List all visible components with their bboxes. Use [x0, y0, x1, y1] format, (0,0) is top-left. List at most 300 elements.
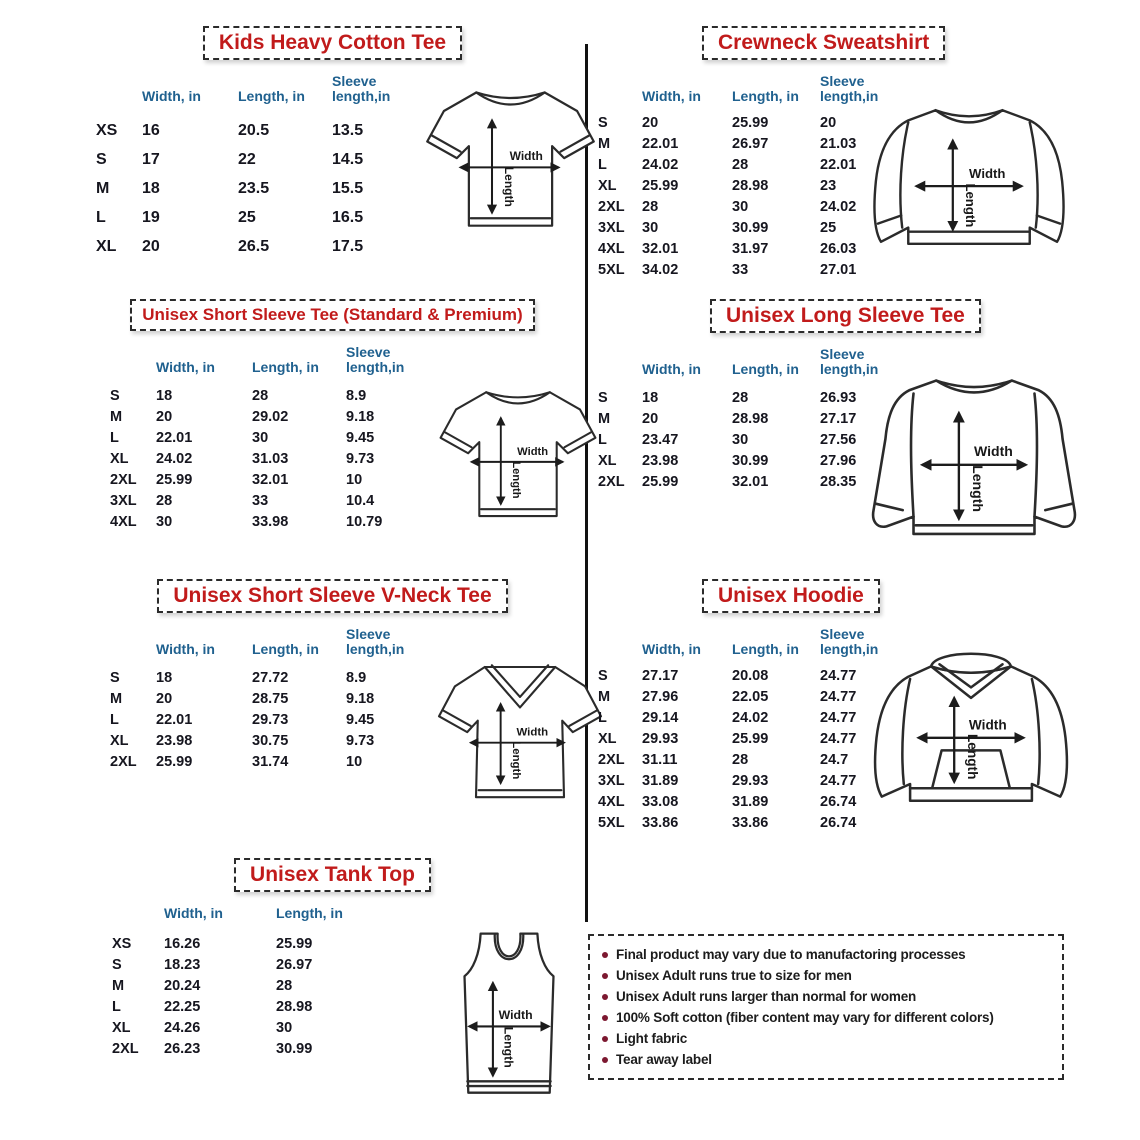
size-value: 31.97 [732, 240, 769, 257]
size-value: 23.47 [642, 431, 679, 448]
size-table [592, 613, 879, 833]
column-header: Sleeve length,in [820, 346, 879, 377]
table-row [598, 238, 866, 259]
tee-diagram [432, 373, 604, 537]
column-header: Length, in [238, 88, 305, 104]
size-label: 5XL [598, 261, 625, 278]
section-title: Unisex Tank Top [234, 858, 431, 892]
size-value: 30 [642, 219, 659, 236]
note-text: 100% Soft cotton (fiber content may vary for different colors) [616, 1010, 994, 1025]
size-label: S [110, 669, 120, 686]
table-body [598, 112, 866, 280]
notes-box [588, 934, 1064, 1080]
tee-diagram [418, 72, 603, 248]
size-value: 10 [346, 753, 363, 770]
size-value: 18 [142, 179, 160, 197]
table-row [110, 751, 432, 772]
size-label: XL [598, 730, 617, 747]
size-value: 28.35 [820, 473, 857, 490]
size-value: 32.01 [252, 471, 289, 488]
table-row [598, 154, 866, 175]
size-value: 33.08 [642, 793, 679, 810]
length-arrow-label: Length [501, 166, 516, 207]
size-value: 30.99 [732, 452, 769, 469]
size-label: S [598, 389, 608, 406]
size-value: 9.45 [346, 711, 375, 728]
size-value: 29.14 [642, 709, 679, 726]
size-value: 30 [276, 1019, 293, 1036]
size-value: 24.02 [642, 156, 679, 173]
note-text: Final product may vary due to manufactoring processes [616, 947, 966, 962]
size-value: 8.9 [346, 669, 367, 686]
section-title: Unisex Short Sleeve V-Neck Tee [157, 579, 507, 613]
bullet-icon [602, 1057, 608, 1063]
column-header: Width, in [156, 641, 215, 657]
size-label: L [598, 431, 607, 448]
size-value: 24.77 [820, 688, 857, 705]
table-row [96, 232, 418, 261]
section-standard-tee [80, 299, 585, 537]
table-row [110, 667, 432, 688]
size-label: XL [112, 1019, 131, 1036]
column-header: Length, in [732, 88, 799, 104]
size-value: 30 [156, 513, 173, 530]
table-row [598, 387, 866, 408]
table-row [112, 933, 412, 954]
column-header: Length, in [732, 641, 799, 657]
table-row [110, 448, 432, 469]
table-body [112, 933, 412, 1059]
size-label: 4XL [598, 793, 625, 810]
table-row [598, 707, 866, 728]
size-value: 28 [276, 977, 293, 994]
size-value: 9.45 [346, 429, 375, 446]
section-kids-tee [80, 26, 585, 261]
size-label: 3XL [598, 772, 625, 789]
size-label: L [112, 998, 121, 1015]
table-row [110, 730, 432, 751]
column-header: Sleeve length,in [820, 73, 879, 104]
length-arrow-label: Length [509, 741, 522, 780]
size-value: 27.17 [820, 410, 857, 427]
table-row [598, 408, 866, 429]
size-value: 29.93 [642, 730, 679, 747]
size-value: 30 [732, 198, 749, 215]
size-table [592, 333, 879, 492]
size-value: 33.98 [252, 513, 289, 530]
size-label: L [96, 208, 106, 226]
size-value: 9.73 [346, 450, 375, 467]
size-value: 30 [252, 429, 269, 446]
size-table [592, 60, 879, 280]
section-title: Crewneck Sweatshirt [702, 26, 945, 60]
table-body [598, 665, 866, 833]
column-header: Sleeve length,in [820, 626, 879, 657]
table-row [96, 145, 418, 174]
size-value: 25.99 [156, 753, 193, 770]
size-label: XL [598, 452, 617, 469]
table-row [110, 406, 432, 427]
size-value: 24.77 [820, 709, 857, 726]
size-label: S [96, 150, 107, 168]
table-row [598, 429, 866, 450]
note-text: Unisex Adult runs true to size for men [616, 968, 852, 983]
width-arrow-label: Width [509, 149, 543, 163]
size-label: XS [96, 121, 118, 139]
size-label: XL [110, 732, 129, 749]
table-header [110, 345, 432, 375]
note-item [602, 944, 1050, 965]
size-value: 24.77 [820, 772, 857, 789]
column-header: Length, in [732, 361, 799, 377]
length-arrow-label: Length [969, 465, 986, 512]
size-label: M [598, 688, 611, 705]
bullet-icon [602, 1036, 608, 1042]
size-value: 29.93 [732, 772, 769, 789]
size-value: 28 [732, 751, 749, 768]
size-value: 29.02 [252, 408, 289, 425]
table-row [598, 133, 866, 154]
table-header [110, 627, 432, 657]
size-value: 8.9 [346, 387, 367, 404]
size-value: 22.01 [156, 429, 193, 446]
section-tank-top [80, 858, 585, 1110]
table-row [598, 728, 866, 749]
size-value: 21.03 [820, 135, 857, 152]
size-label: 4XL [110, 513, 137, 530]
table-body [110, 667, 432, 772]
size-value: 26.5 [238, 237, 270, 255]
size-value: 28.98 [732, 410, 769, 427]
size-value: 27.17 [642, 667, 679, 684]
column-header: Length, in [252, 359, 319, 375]
size-value: 26.03 [820, 240, 857, 257]
size-label: 2XL [598, 751, 625, 768]
size-value: 18 [156, 669, 173, 686]
table-row [598, 665, 866, 686]
size-label: XL [110, 450, 129, 467]
length-arrow-label: Length [962, 183, 978, 228]
note-text: Tear away label [616, 1052, 712, 1067]
table-row [110, 511, 432, 532]
size-value: 33.86 [732, 814, 769, 831]
size-label: 2XL [112, 1040, 139, 1057]
section-hoodie [592, 579, 1084, 833]
size-table [80, 892, 412, 1059]
size-table [80, 331, 432, 532]
note-text: Unisex Adult runs larger than normal for women [616, 989, 917, 1004]
size-value: 26.97 [732, 135, 769, 152]
size-label: M [598, 410, 611, 427]
column-header: Width, in [642, 361, 701, 377]
width-arrow-label: Width [498, 1007, 533, 1022]
size-label: XL [96, 237, 117, 255]
column-header: Sleeve length,in [346, 626, 405, 657]
size-value: 25.99 [732, 730, 769, 747]
tank-top-diagram [438, 922, 580, 1110]
table-body [110, 385, 432, 532]
size-label: 2XL [598, 198, 625, 215]
size-value: 14.5 [332, 150, 364, 168]
table-row [110, 709, 432, 730]
table-row [598, 112, 866, 133]
column-header: Width, in [142, 88, 201, 104]
size-value: 26.97 [276, 956, 313, 973]
size-value: 18 [156, 387, 173, 404]
size-value: 30 [732, 431, 749, 448]
size-value: 27.96 [642, 688, 679, 705]
note-item [602, 1049, 1050, 1070]
size-value: 25.99 [642, 473, 679, 490]
size-value: 17.5 [332, 237, 364, 255]
size-value: 15.5 [332, 179, 364, 197]
column-header: Width, in [156, 359, 215, 375]
size-value: 26.74 [820, 814, 857, 831]
size-value: 10 [346, 471, 363, 488]
size-value: 28 [642, 198, 659, 215]
size-value: 28.98 [276, 998, 313, 1015]
size-value: 26.74 [820, 793, 857, 810]
size-value: 9.73 [346, 732, 375, 749]
length-arrow-label: Length [509, 461, 522, 499]
table-row [112, 996, 412, 1017]
size-value: 22.01 [156, 711, 193, 728]
size-value: 20.24 [164, 977, 201, 994]
size-label: 5XL [598, 814, 625, 831]
size-value: 34.02 [642, 261, 679, 278]
size-label: L [110, 429, 119, 446]
section-title: Unisex Long Sleeve Tee [710, 299, 981, 333]
size-value: 31.74 [252, 753, 289, 770]
section-long-sleeve [592, 299, 1084, 547]
size-value: 24.02 [732, 709, 769, 726]
size-label: M [110, 690, 123, 707]
size-label: 3XL [598, 219, 625, 236]
width-arrow-label: Width [968, 717, 1007, 733]
size-value: 24.26 [164, 1019, 201, 1036]
size-value: 30.99 [732, 219, 769, 236]
table-row [598, 812, 866, 833]
size-value: 25.99 [732, 114, 769, 131]
table-row [110, 427, 432, 448]
size-label: S [598, 114, 608, 131]
table-body [96, 116, 418, 261]
hoodie-diagram [866, 637, 1076, 826]
size-value: 20 [642, 410, 659, 427]
size-value: 33.86 [642, 814, 679, 831]
section-vneck [80, 579, 585, 817]
size-value: 22 [238, 150, 256, 168]
size-value: 30.75 [252, 732, 289, 749]
note-item [602, 965, 1050, 986]
size-label: 4XL [598, 240, 625, 257]
bullet-icon [602, 973, 608, 979]
size-label: 2XL [598, 473, 625, 490]
bullet-icon [602, 1015, 608, 1021]
size-value: 33 [252, 492, 269, 509]
table-row [110, 469, 432, 490]
table-row [598, 450, 866, 471]
size-value: 9.18 [346, 690, 375, 707]
table-row [598, 791, 866, 812]
size-value: 22.05 [732, 688, 769, 705]
table-row [112, 954, 412, 975]
size-value: 26.93 [820, 389, 857, 406]
table-row [110, 688, 432, 709]
section-title: Unisex Hoodie [702, 579, 880, 613]
size-value: 28 [732, 156, 749, 173]
column-header: Sleeve length,in [346, 344, 405, 375]
size-value: 24.02 [820, 198, 857, 215]
size-label: L [598, 709, 607, 726]
size-value: 20 [820, 114, 837, 131]
width-arrow-label: Width [969, 166, 1006, 182]
table-row [110, 385, 432, 406]
table-header [112, 906, 412, 921]
size-label: M [96, 179, 110, 197]
bullet-icon [602, 994, 608, 1000]
size-value: 27.56 [820, 431, 857, 448]
column-header: Width, in [642, 641, 701, 657]
size-value: 31.89 [642, 772, 679, 789]
size-value: 20 [642, 114, 659, 131]
length-arrow-label: Length [964, 733, 980, 780]
size-value: 24.02 [156, 450, 193, 467]
size-value: 20 [156, 408, 173, 425]
size-value: 20 [142, 237, 160, 255]
size-value: 28 [156, 492, 173, 509]
table-body [598, 387, 866, 492]
size-value: 25 [238, 208, 256, 226]
size-value: 29.73 [252, 711, 289, 728]
table-row [96, 116, 418, 145]
table-row [598, 686, 866, 707]
table-row [598, 770, 866, 791]
note-item [602, 986, 1050, 1007]
section-crewneck [592, 26, 1070, 280]
width-arrow-label: Width [517, 446, 549, 458]
table-row [598, 471, 866, 492]
size-value: 23 [820, 177, 837, 194]
bullet-icon [602, 952, 608, 958]
size-label: XL [598, 177, 617, 194]
size-value: 22.25 [164, 998, 201, 1015]
size-value: 22.01 [642, 135, 679, 152]
length-arrow-label: Length [501, 1026, 516, 1068]
size-value: 28.98 [732, 177, 769, 194]
size-label: L [598, 156, 607, 173]
table-header [598, 626, 879, 657]
table-row [598, 196, 866, 217]
size-value: 27.72 [252, 669, 289, 686]
size-value: 28 [252, 387, 269, 404]
size-value: 9.18 [346, 408, 375, 425]
size-value: 25.99 [276, 935, 313, 952]
size-value: 25.99 [642, 177, 679, 194]
size-value: 31.89 [732, 793, 769, 810]
size-label: M [110, 408, 123, 425]
size-value: 30.99 [276, 1040, 313, 1057]
size-value: 18.23 [164, 956, 201, 973]
note-item [602, 1028, 1050, 1049]
size-label: M [112, 977, 125, 994]
column-header: Length, in [276, 905, 343, 921]
size-value: 16 [142, 121, 160, 139]
size-value: 16.5 [332, 208, 364, 226]
size-label: XS [112, 935, 132, 952]
size-value: 24.77 [820, 667, 857, 684]
table-row [112, 1038, 412, 1059]
note-text: Light fabric [616, 1031, 688, 1046]
size-label: M [598, 135, 611, 152]
size-value: 16.26 [164, 935, 201, 952]
size-value: 10.79 [346, 513, 383, 530]
size-label: S [598, 667, 608, 684]
size-value: 23.98 [642, 452, 679, 469]
vneck-tee-diagram [432, 649, 608, 817]
size-table [80, 60, 418, 261]
size-value: 31.03 [252, 450, 289, 467]
size-value: 18 [642, 389, 659, 406]
table-row [598, 749, 866, 770]
size-label: L [110, 711, 119, 728]
table-row [598, 259, 866, 280]
table-header [598, 346, 879, 377]
size-label: 3XL [110, 492, 137, 509]
table-row [112, 1017, 412, 1038]
table-header [598, 73, 879, 104]
note-item [602, 1007, 1050, 1028]
width-arrow-label: Width [974, 443, 1013, 460]
size-table [80, 613, 432, 772]
size-value: 10.4 [346, 492, 375, 509]
long-sleeve-diagram [866, 361, 1082, 547]
size-value: 28.75 [252, 690, 289, 707]
size-value: 25 [820, 219, 837, 236]
size-label: S [110, 387, 120, 404]
size-value: 27.01 [820, 261, 857, 278]
column-header: Width, in [164, 905, 223, 921]
table-row [112, 975, 412, 996]
size-value: 13.5 [332, 121, 364, 139]
size-value: 31.11 [642, 751, 678, 768]
size-value: 32.01 [642, 240, 679, 257]
size-value: 27.96 [820, 452, 857, 469]
size-value: 19 [142, 208, 160, 226]
column-header: Length, in [252, 641, 319, 657]
sweatshirt-diagram [866, 92, 1072, 258]
size-value: 20.08 [732, 667, 769, 684]
table-row [598, 175, 866, 196]
table-header [96, 74, 418, 104]
table-row [96, 174, 418, 203]
size-value: 26.23 [164, 1040, 201, 1057]
size-value: 32.01 [732, 473, 769, 490]
size-label: 2XL [110, 753, 137, 770]
size-label: 2XL [110, 471, 137, 488]
size-value: 23.98 [156, 732, 193, 749]
table-row [598, 217, 866, 238]
size-value: 23.5 [238, 179, 270, 197]
size-value: 24.77 [820, 730, 857, 747]
size-value: 17 [142, 150, 160, 168]
size-value: 28 [732, 389, 749, 406]
size-value: 33 [732, 261, 749, 278]
column-header: Width, in [642, 88, 701, 104]
column-header: Sleeve length,in [332, 73, 391, 104]
table-row [96, 203, 418, 232]
table-row [110, 490, 432, 511]
